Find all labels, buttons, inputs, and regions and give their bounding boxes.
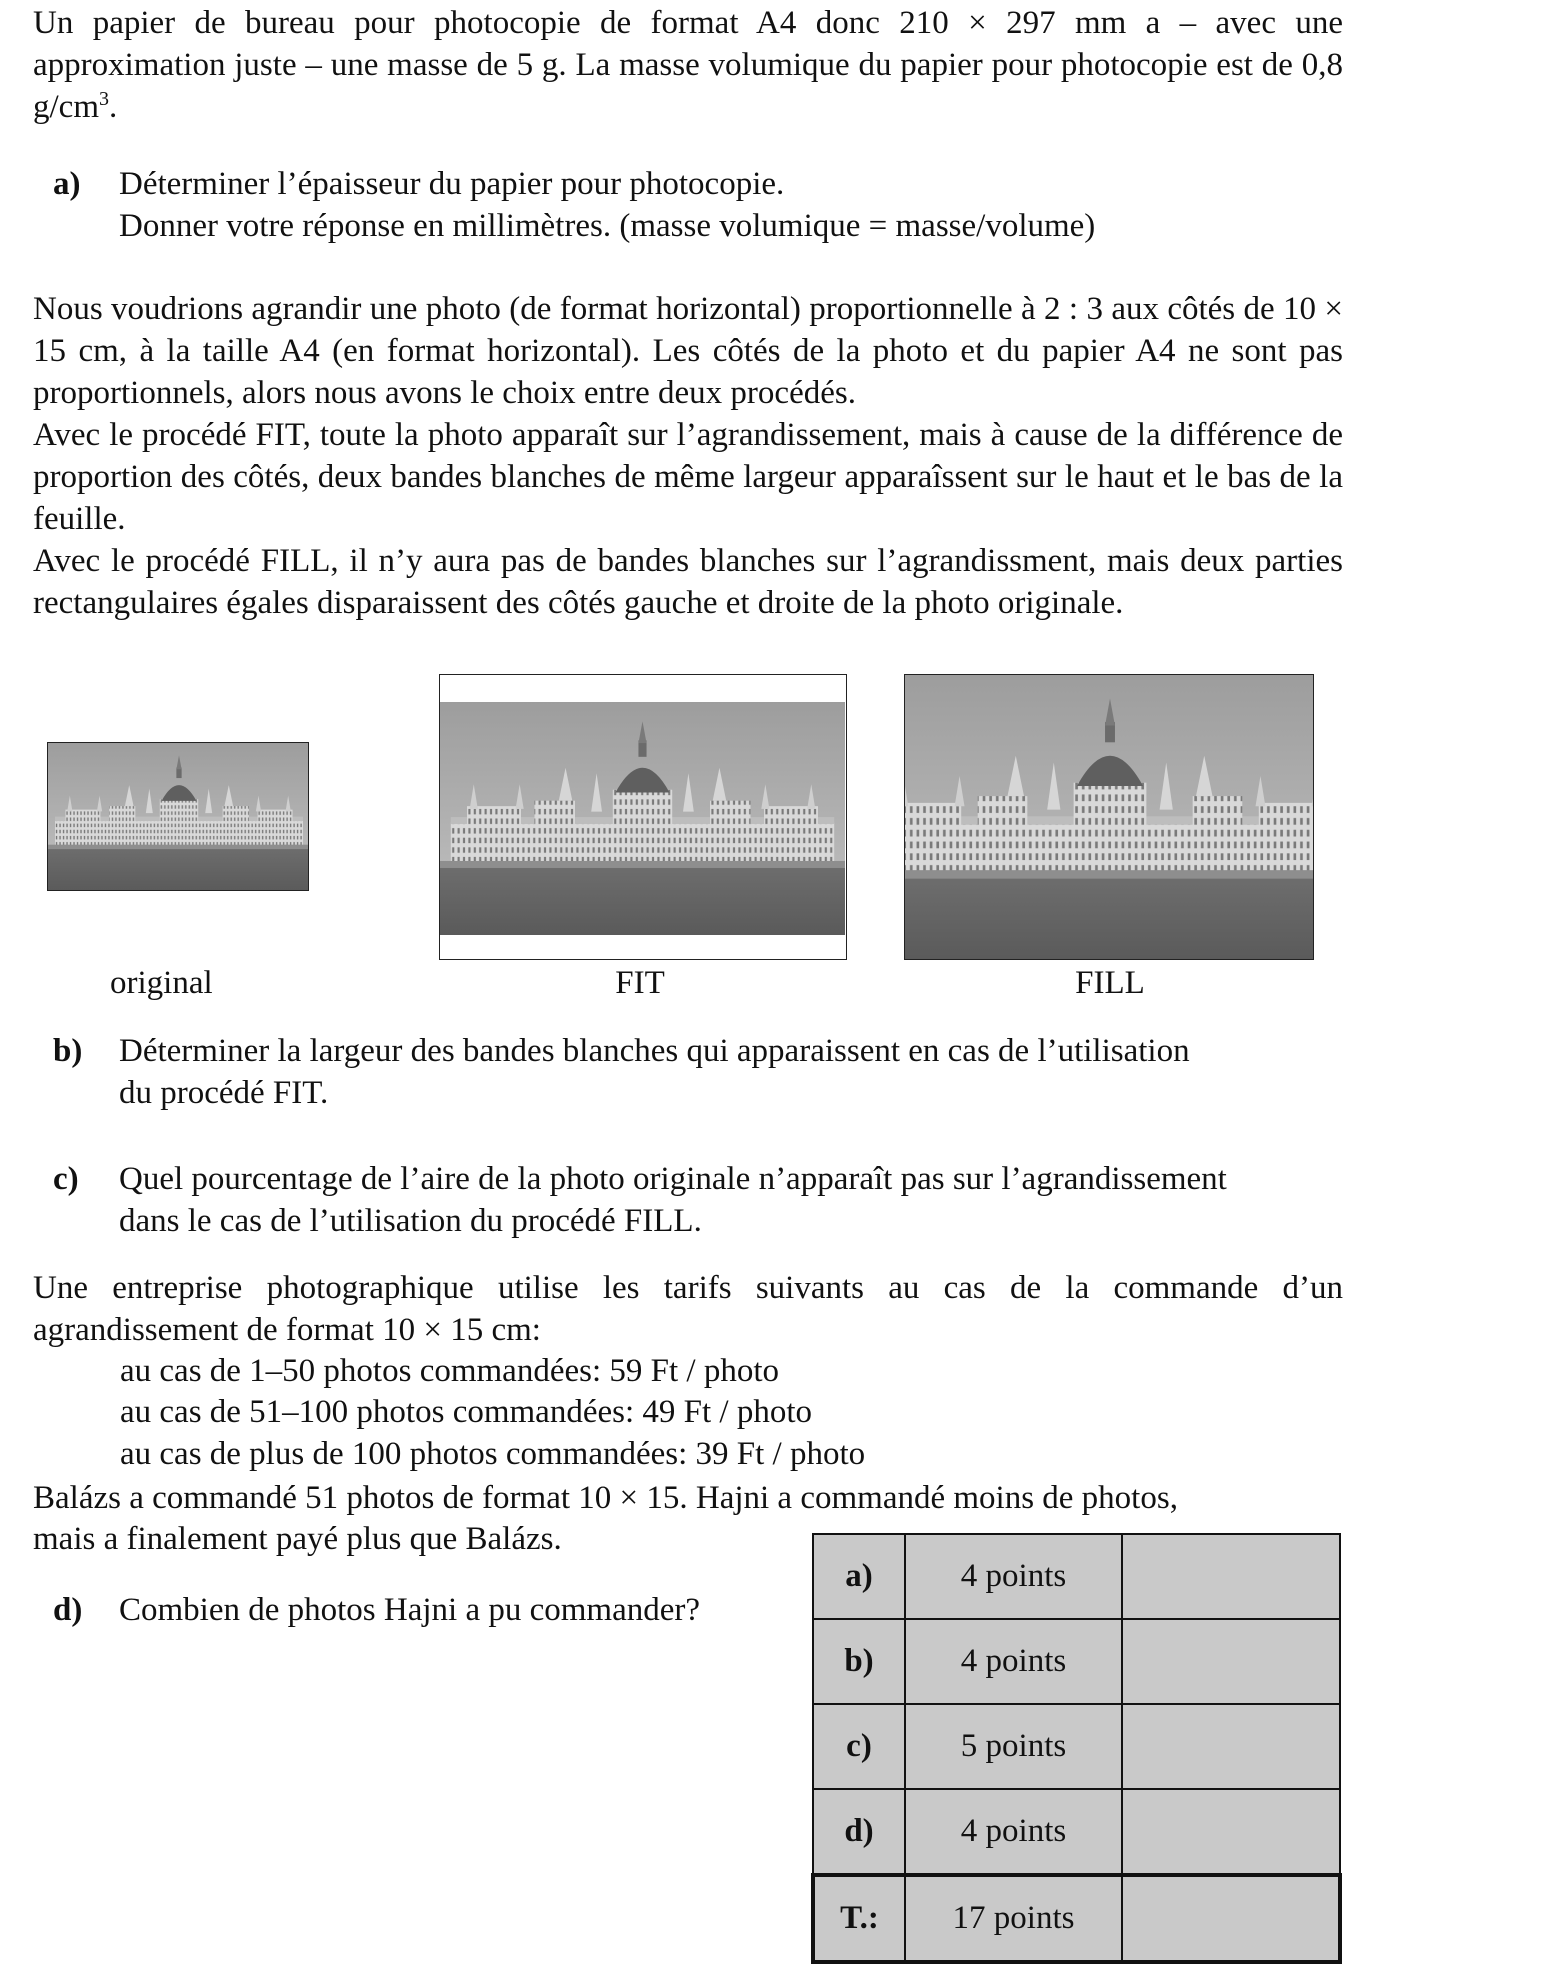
points-row-c [813, 1704, 1340, 1789]
question-a [53, 163, 1343, 249]
parliament-image-fill [904, 675, 1314, 960]
question-c [53, 1158, 1343, 1244]
caption-original: original [110, 965, 213, 1001]
parliament-image-fit [440, 702, 845, 935]
pricing-intro: Une entreprise photographique utilise les tarifs suivants au cas de la commande d’un agrandissement de format 10 × 15 cm: [33, 1270, 1343, 1348]
points-table [811, 1533, 1342, 1964]
parliament-image-original [48, 743, 309, 891]
points-row-total [813, 1875, 1340, 1962]
points-value-b: 4 points [905, 1619, 1122, 1704]
intro-text: Un papier de bureau pour photocopie de format A4 donc 210 × 297 mm a – avec une approximation juste – une masse de 5 g. La masse volumique du papier pour photocopie est de 0,8 g/cm [33, 5, 1343, 125]
photo-fit [439, 674, 847, 960]
intro-exponent: 3 [98, 88, 109, 110]
question-a-line2: Donner votre réponse en millimètres. (masse volumique = masse/volume) [119, 208, 1096, 244]
points-score-b[interactable] [1122, 1619, 1340, 1704]
question-b-label: b) [53, 1033, 83, 1069]
question-b-line1: Déterminer la largeur des bandes blanches qui apparaissent en cas de l’utilisation [119, 1033, 1190, 1069]
photo-original [47, 742, 309, 891]
points-score-d[interactable] [1122, 1789, 1340, 1875]
points-label-c: c) [813, 1704, 905, 1789]
question-b-line2: du procédé FIT. [119, 1075, 329, 1111]
question-b [53, 1030, 1343, 1116]
photo-paragraph [33, 288, 1343, 624]
points-score-c[interactable] [1122, 1704, 1340, 1789]
photo-paragraph-p3: Avec le procédé FILL, il n’y aura pas de bandes blanches sur l’agrandissment, mais deux parties rectangulaires égales disparaissent des côtés gauche et droite de la photo originale. [33, 543, 1343, 621]
pricing-tier-2: au cas de 51–100 photos commandées: 49 Ft / photo [120, 1394, 812, 1430]
points-row-d [813, 1789, 1340, 1875]
points-label-b: b) [813, 1619, 905, 1704]
points-score-total[interactable] [1122, 1875, 1340, 1962]
question-c-line1: Quel pourcentage de l’aire de la photo originale n’apparaît pas sur l’agrandissement [119, 1161, 1227, 1197]
intro-paragraph [33, 2, 1343, 128]
question-a-line1: Déterminer l’épaisseur du papier pour photocopie. [119, 166, 785, 202]
points-label-d: d) [813, 1789, 905, 1875]
question-a-label: a) [53, 166, 81, 202]
question-d-label: d) [53, 1592, 83, 1628]
points-row-b [813, 1619, 1340, 1704]
question-d [53, 1589, 793, 1633]
photo-fill [904, 674, 1314, 960]
points-label-a: a) [813, 1534, 905, 1619]
caption-fill: FILL [1075, 965, 1145, 1001]
pricing-tier-3: au cas de plus de 100 photos commandées: 39 Ft / photo [120, 1436, 866, 1472]
photo-paragraph-p2: Avec le procédé FIT, toute la photo apparaît sur l’agrandissement, mais à cause de la différence de proportion des côtés, deux bandes blanches de même largeur apparaîssent sur le haut et le bas de la feuille. [33, 417, 1343, 537]
points-value-total: 17 points [905, 1875, 1122, 1962]
points-value-a: 4 points [905, 1534, 1122, 1619]
pricing-story-line1: Balázs a commandé 51 photos de format 10 × 15. Hajni a commandé moins de photos, [33, 1480, 1178, 1516]
question-c-label: c) [53, 1161, 79, 1197]
caption-fit: FIT [615, 965, 665, 1001]
points-value-d: 4 points [905, 1789, 1122, 1875]
points-label-total: T.: [813, 1875, 905, 1962]
question-d-text: Combien de photos Hajni a pu commander? [119, 1592, 701, 1628]
photo-paragraph-p1: Nous voudrions agrandir une photo (de format horizontal) proportionnelle à 2 : 3 aux côtés de 10 × 15 cm, à la taille A4 (en format horizontal). Les côtés de la photo et du papier A4 ne sont pas proportionnels, alors nous avons le choix entre deux procédés. [33, 291, 1343, 411]
points-value-c: 5 points [905, 1704, 1122, 1789]
points-row-a [813, 1534, 1340, 1619]
pricing-story-line2: mais a finalement payé plus que Balázs. [33, 1521, 562, 1557]
points-score-a[interactable] [1122, 1534, 1340, 1619]
pricing-tier-1: au cas de 1–50 photos commandées: 59 Ft / photo [120, 1353, 779, 1389]
intro-end: . [108, 89, 118, 125]
question-c-line2: dans le cas de l’utilisation du procédé FILL. [119, 1203, 702, 1239]
